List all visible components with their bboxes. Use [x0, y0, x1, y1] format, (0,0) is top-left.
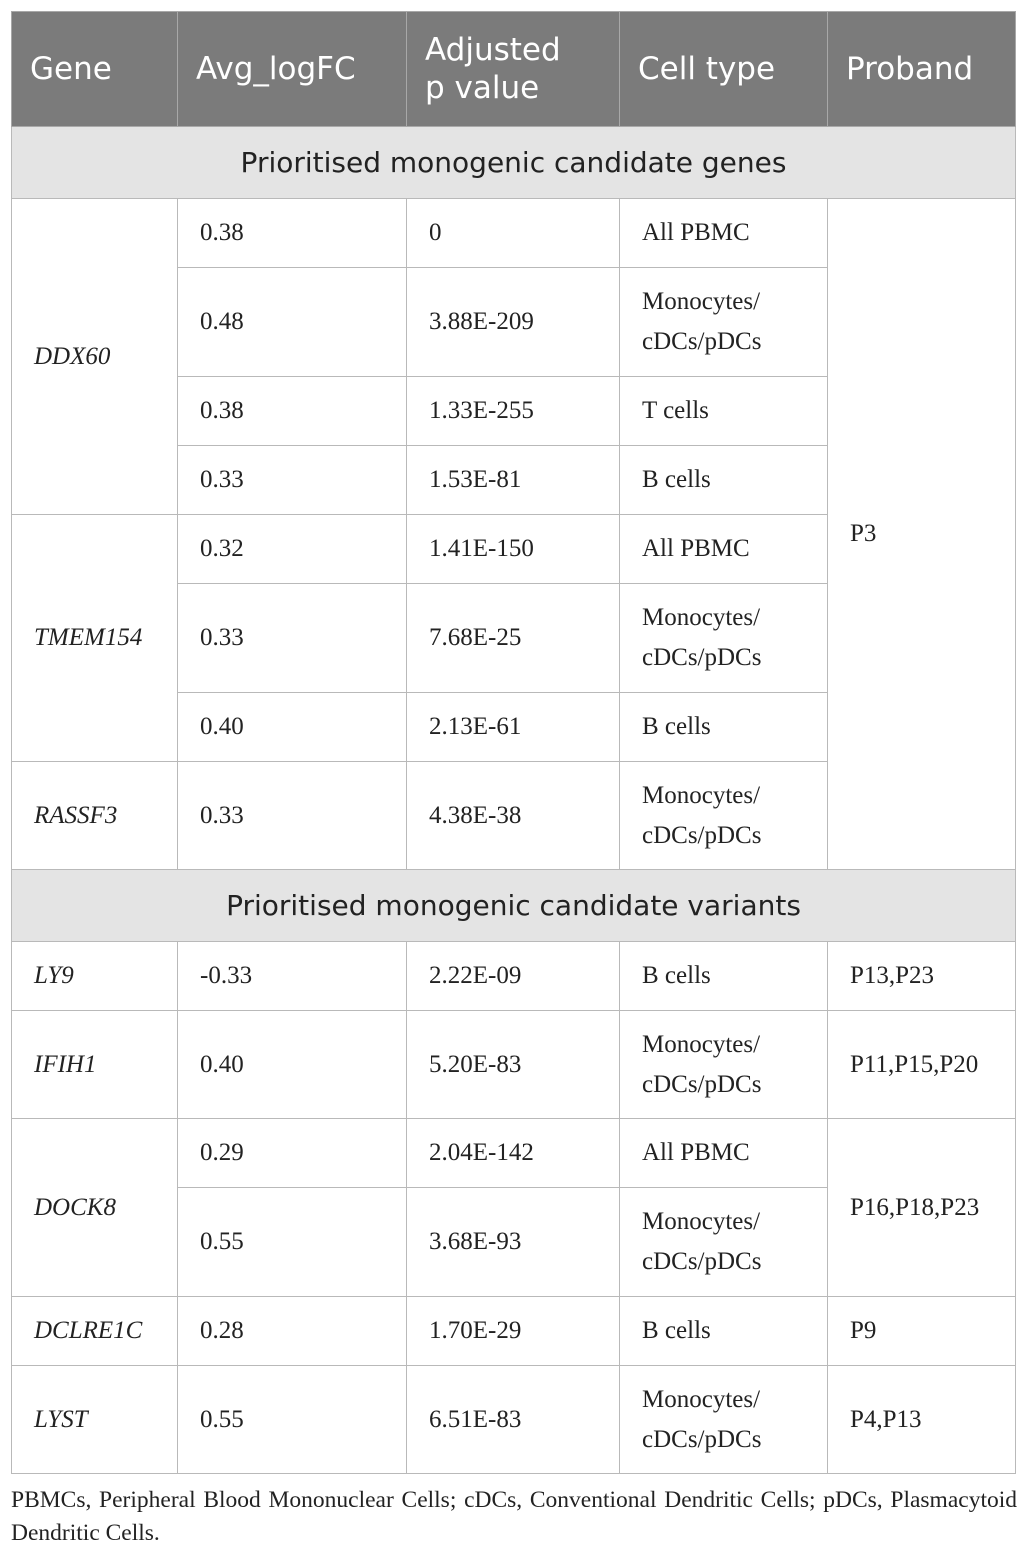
gene-cell: IFIH1 [12, 1011, 178, 1119]
table-row [12, 199, 1016, 268]
gene-cell: TMEM154 [12, 515, 178, 762]
section-row [12, 127, 1016, 199]
pvalue-cell: 3.88E-209 [407, 268, 620, 377]
table-row [12, 1366, 1016, 1474]
logfc-cell: 0.55 [178, 1188, 407, 1297]
proband-cell: P13,P23 [828, 942, 1016, 1011]
table-row [12, 1297, 1016, 1366]
logfc-cell: 0.33 [178, 762, 407, 870]
cell-type-cell: T cells [620, 377, 828, 446]
header-proband: Proband [828, 12, 1016, 127]
pvalue-cell: 5.20E-83 [407, 1011, 620, 1119]
logfc-cell: 0.40 [178, 1011, 407, 1119]
pvalue-cell: 6.51E-83 [407, 1366, 620, 1474]
pvalue-cell: 7.68E-25 [407, 584, 620, 693]
gene-cell: LY9 [12, 942, 178, 1011]
cell-type-cell: Monocytes/ cDCs/pDCs [620, 268, 828, 377]
logfc-cell: 0.29 [178, 1119, 407, 1188]
logfc-cell: 0.38 [178, 377, 407, 446]
results-table [11, 11, 1016, 1474]
cell-type-cell: All PBMC [620, 1119, 828, 1188]
logfc-cell: 0.28 [178, 1297, 407, 1366]
logfc-cell: 0.32 [178, 515, 407, 584]
proband-cell: P3 [828, 199, 1016, 870]
cell-type-cell: B cells [620, 446, 828, 515]
table-footnote: PBMCs, Peripheral Blood Mononuclear Cells; cDCs, Conventional Dendritic Cells; pDCs, Plasmacytoid Dendritic Cells. [11, 1487, 1017, 1546]
cell-type-cell: B cells [620, 693, 828, 762]
gene-cell: DCLRE1C [12, 1297, 178, 1366]
section-title: Prioritised monogenic candidate genes [12, 127, 1016, 199]
gene-cell: DDX60 [12, 199, 178, 515]
pvalue-cell: 1.33E-255 [407, 377, 620, 446]
gene-cell: RASSF3 [12, 762, 178, 870]
pvalue-cell: 4.38E-38 [407, 762, 620, 870]
pvalue-cell: 1.41E-150 [407, 515, 620, 584]
proband-cell: P4,P13 [828, 1366, 1016, 1474]
section-title: Prioritised monogenic candidate variants [12, 870, 1016, 942]
proband-cell: P11,P15,P20 [828, 1011, 1016, 1119]
header-gene: Gene [12, 12, 178, 127]
section-row [12, 870, 1016, 942]
logfc-cell: 0.48 [178, 268, 407, 377]
gene-cell: DOCK8 [12, 1119, 178, 1297]
table-row [12, 1119, 1016, 1188]
pvalue-cell: 0 [407, 199, 620, 268]
pvalue-cell: 3.68E-93 [407, 1188, 620, 1297]
header-row [12, 12, 1016, 127]
proband-cell: P16,P18,P23 [828, 1119, 1016, 1297]
header-cell-type: Cell type [620, 12, 828, 127]
logfc-cell: 0.38 [178, 199, 407, 268]
cell-type-cell: Monocytes/ cDCs/pDCs [620, 1011, 828, 1119]
pvalue-cell: 2.04E-142 [407, 1119, 620, 1188]
logfc-cell: 0.33 [178, 584, 407, 693]
logfc-cell: 0.33 [178, 446, 407, 515]
logfc-cell: -0.33 [178, 942, 407, 1011]
proband-cell: P9 [828, 1297, 1016, 1366]
table-row [12, 1011, 1016, 1119]
pvalue-cell: 2.13E-61 [407, 693, 620, 762]
header-avg-logfc: Avg_logFC [178, 12, 407, 127]
pvalue-cell: 2.22E-09 [407, 942, 620, 1011]
logfc-cell: 0.55 [178, 1366, 407, 1474]
cell-type-cell: B cells [620, 942, 828, 1011]
cell-type-cell: All PBMC [620, 515, 828, 584]
cell-type-cell: Monocytes/ cDCs/pDCs [620, 584, 828, 693]
pvalue-cell: 1.70E-29 [407, 1297, 620, 1366]
cell-type-cell: All PBMC [620, 199, 828, 268]
table-row [12, 942, 1016, 1011]
cell-type-cell: Monocytes/ cDCs/pDCs [620, 1366, 828, 1474]
cell-type-cell: Monocytes/ cDCs/pDCs [620, 762, 828, 870]
gene-cell: LYST [12, 1366, 178, 1474]
cell-type-cell: B cells [620, 1297, 828, 1366]
logfc-cell: 0.40 [178, 693, 407, 762]
cell-type-cell: Monocytes/ cDCs/pDCs [620, 1188, 828, 1297]
header-adjusted-p-value: Adjusted p value [407, 12, 620, 127]
pvalue-cell: 1.53E-81 [407, 446, 620, 515]
